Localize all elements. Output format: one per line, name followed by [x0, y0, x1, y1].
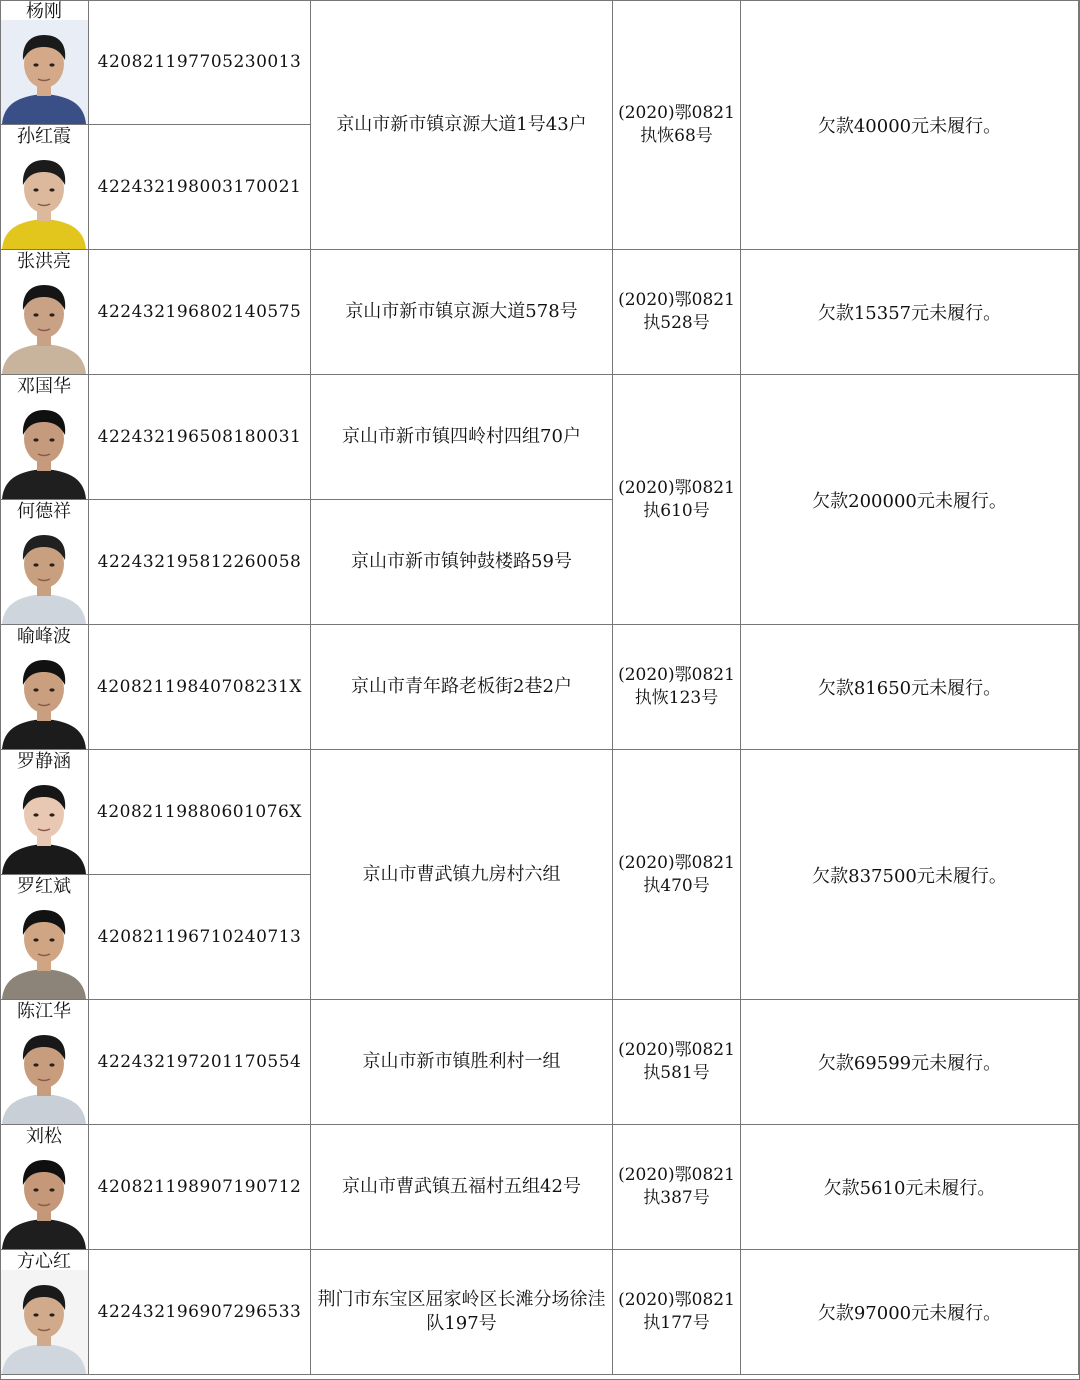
address: 京山市曹武镇九房村六组 [311, 750, 613, 1000]
portrait-photo-icon [0, 770, 88, 874]
person-photo-cell [0, 1250, 89, 1375]
person-name: 张洪亮 [17, 251, 71, 272]
case-number: (2020)鄂0821执恢123号 [613, 625, 741, 750]
person-name: 罗静涵 [17, 751, 71, 772]
id-number: 422432196907296533 [89, 1250, 311, 1375]
person-name: 邓国华 [17, 376, 71, 397]
person-name: 罗红斌 [17, 876, 71, 897]
debt-status: 欠款97000元未履行。 [741, 1250, 1079, 1375]
address: 京山市新市镇胜利村一组 [311, 1000, 613, 1125]
person-name: 孙红霞 [17, 126, 71, 147]
debt-status: 欠款40000元未履行。 [741, 0, 1079, 250]
portrait-photo-icon [0, 1270, 88, 1374]
id-number: 42082119880601076X [89, 750, 311, 875]
portrait-photo-icon [0, 895, 88, 999]
debt-status: 欠款69599元未履行。 [741, 1000, 1079, 1125]
person-photo-cell [0, 625, 89, 750]
portrait-photo-icon [0, 145, 88, 249]
person-name: 何德祥 [17, 501, 71, 522]
address: 京山市新市镇四岭村四组70户 [311, 375, 613, 500]
person-name: 喻峰波 [17, 626, 71, 647]
portrait-photo-icon [0, 20, 88, 124]
address: 京山市新市镇钟鼓楼路59号 [311, 500, 613, 625]
portrait-photo-icon [0, 1145, 88, 1249]
portrait-photo-icon [0, 520, 88, 624]
address: 京山市青年路老板街2巷2户 [311, 625, 613, 750]
id-number: 422432196802140575 [89, 250, 311, 375]
debt-status: 欠款81650元未履行。 [741, 625, 1079, 750]
person-name: 杨刚 [26, 1, 62, 22]
person-name: 方心红 [17, 1251, 71, 1272]
id-number: 42082119840708231X [89, 625, 311, 750]
debt-status: 欠款5610元未履行。 [741, 1125, 1079, 1250]
debt-status: 欠款837500元未履行。 [741, 750, 1079, 1000]
person-photo-cell [0, 1125, 89, 1250]
id-number: 422432197201170554 [89, 1000, 311, 1125]
person-name: 陈江华 [17, 1001, 71, 1022]
portrait-photo-icon [0, 395, 88, 499]
id-number: 422432196508180031 [89, 375, 311, 500]
case-number: (2020)鄂0821执470号 [613, 750, 741, 1000]
person-photo-cell [0, 875, 89, 1000]
case-number: (2020)鄂0821执恢68号 [613, 0, 741, 250]
case-number: (2020)鄂0821执528号 [613, 250, 741, 375]
id-number: 422432195812260058 [89, 500, 311, 625]
person-photo-cell [0, 1000, 89, 1125]
person-name: 刘松 [26, 1126, 62, 1147]
case-number: (2020)鄂0821执177号 [613, 1250, 741, 1375]
portrait-photo-icon [0, 270, 88, 374]
case-number: (2020)鄂0821执581号 [613, 1000, 741, 1125]
person-photo-cell [0, 250, 89, 375]
person-photo-cell [0, 375, 89, 500]
person-photo-cell [0, 0, 89, 125]
id-number: 422432198003170021 [89, 125, 311, 250]
address: 京山市曹武镇五福村五组42号 [311, 1125, 613, 1250]
id-number: 420821197705230013 [89, 0, 311, 125]
person-photo-cell [0, 500, 89, 625]
address: 京山市新市镇京源大道578号 [311, 250, 613, 375]
address: 京山市新市镇京源大道1号43户 [311, 0, 613, 250]
debt-status: 欠款200000元未履行。 [741, 375, 1079, 625]
case-number: (2020)鄂0821执610号 [613, 375, 741, 625]
person-photo-cell [0, 125, 89, 250]
address: 荆门市东宝区屈家岭区长滩分场徐洼队197号 [311, 1250, 613, 1375]
id-number: 420821196710240713 [89, 875, 311, 1000]
id-number: 420821198907190712 [89, 1125, 311, 1250]
person-photo-cell [0, 750, 89, 875]
portrait-photo-icon [0, 1020, 88, 1124]
portrait-photo-icon [0, 645, 88, 749]
case-number: (2020)鄂0821执387号 [613, 1125, 741, 1250]
debt-status: 欠款15357元未履行。 [741, 250, 1079, 375]
